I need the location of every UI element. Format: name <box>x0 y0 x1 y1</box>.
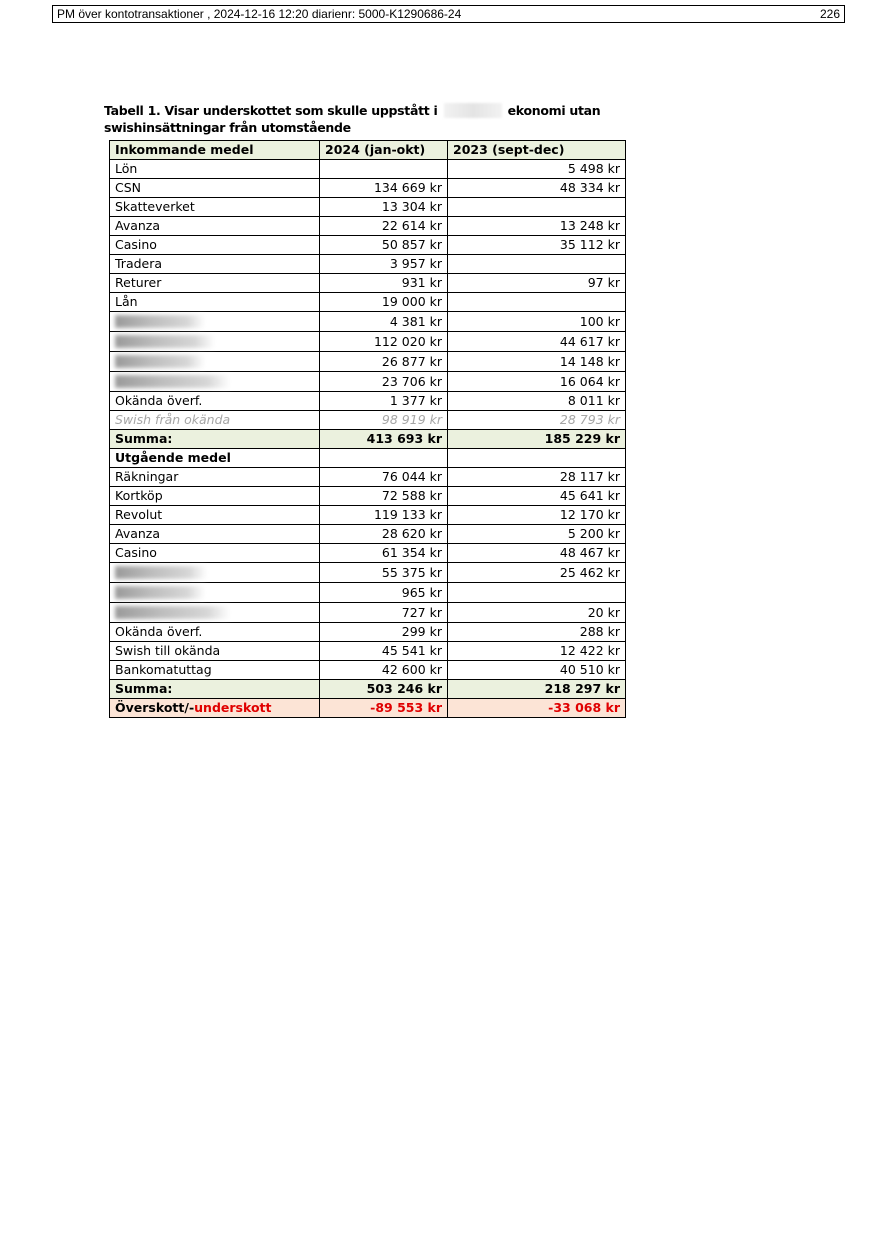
row-value: 19 000 kr <box>320 293 448 312</box>
column-header: 2023 (sept-dec) <box>448 141 626 160</box>
table-row <box>110 392 626 411</box>
result-label <box>110 699 320 718</box>
row-value: 16 064 kr <box>448 372 626 392</box>
row-label: Summa: <box>110 680 320 699</box>
header-title: PM över kontotransaktioner , 2024-12-16 12:20 diarienr: 5000-K1290686-24 <box>57 7 462 21</box>
table-row <box>110 563 626 583</box>
row-label: Avanza <box>110 217 320 236</box>
result-label-deficit: underskott <box>194 700 272 715</box>
section-title: Utgående medel <box>110 449 320 468</box>
row-value: 55 375 kr <box>320 563 448 583</box>
redacted-label <box>110 312 320 332</box>
result-value: -33 068 kr <box>448 699 626 718</box>
row-value <box>448 583 626 603</box>
row-label: CSN <box>110 179 320 198</box>
section-title-row <box>110 449 626 468</box>
row-value <box>320 160 448 179</box>
row-value: 727 kr <box>320 603 448 623</box>
redacted-label-blur <box>115 606 230 619</box>
table-row <box>110 506 626 525</box>
table-row <box>110 525 626 544</box>
table-row <box>110 274 626 293</box>
row-value: 5 498 kr <box>448 160 626 179</box>
row-label: Casino <box>110 236 320 255</box>
column-header: Inkommande medel <box>110 141 320 160</box>
row-value: 97 kr <box>448 274 626 293</box>
row-value: 40 510 kr <box>448 661 626 680</box>
row-value: 61 354 kr <box>320 544 448 563</box>
row-value: 25 462 kr <box>448 563 626 583</box>
table-row <box>110 198 626 217</box>
row-value: 20 kr <box>448 603 626 623</box>
row-value: 100 kr <box>448 312 626 332</box>
empty-cell <box>320 449 448 468</box>
row-label: Swish från okända <box>110 411 320 430</box>
row-value: 299 kr <box>320 623 448 642</box>
redacted-label-blur <box>115 315 205 328</box>
table-header-row <box>110 141 626 160</box>
row-value: 26 877 kr <box>320 352 448 372</box>
row-value: 13 248 kr <box>448 217 626 236</box>
row-value: 13 304 kr <box>320 198 448 217</box>
result-label-surplus: Överskott/- <box>115 700 195 715</box>
row-value: 8 011 kr <box>448 392 626 411</box>
page-number: 226 <box>819 7 840 21</box>
row-label: Okända överf. <box>110 623 320 642</box>
row-value: 1 377 kr <box>320 392 448 411</box>
row-value: 4 381 kr <box>320 312 448 332</box>
row-value: 14 148 kr <box>448 352 626 372</box>
redacted-label-blur <box>115 586 205 599</box>
row-label: Returer <box>110 274 320 293</box>
row-label: Lön <box>110 160 320 179</box>
row-value <box>448 255 626 274</box>
table-row <box>110 255 626 274</box>
row-value: 23 706 kr <box>320 372 448 392</box>
row-label: Räkningar <box>110 468 320 487</box>
redacted-label <box>110 372 320 392</box>
table-row <box>110 293 626 312</box>
caption-text-before: Tabell 1. Visar underskottet som skulle uppstått i <box>104 103 438 118</box>
row-label: Avanza <box>110 525 320 544</box>
row-value: 50 857 kr <box>320 236 448 255</box>
row-label: Summa: <box>110 430 320 449</box>
redacted-label <box>110 603 320 623</box>
table-row <box>110 661 626 680</box>
row-value: 44 617 kr <box>448 332 626 352</box>
table-row <box>110 179 626 198</box>
row-label: Bankomatuttag <box>110 661 320 680</box>
table-row <box>110 372 626 392</box>
page-header <box>52 5 845 23</box>
redacted-label <box>110 563 320 583</box>
row-value: 288 kr <box>448 623 626 642</box>
row-label: Skatteverket <box>110 198 320 217</box>
redacted-label <box>110 583 320 603</box>
row-value: 413 693 kr <box>320 430 448 449</box>
table-row <box>110 623 626 642</box>
row-value: 76 044 kr <box>320 468 448 487</box>
row-value: 98 919 kr <box>320 411 448 430</box>
table-row <box>110 312 626 332</box>
row-value: 134 669 kr <box>320 179 448 198</box>
row-label: Kortköp <box>110 487 320 506</box>
table-row <box>110 603 626 623</box>
row-value <box>448 198 626 217</box>
row-value: 5 200 kr <box>448 525 626 544</box>
empty-cell <box>448 449 626 468</box>
row-label: Lån <box>110 293 320 312</box>
finance-table <box>109 140 626 718</box>
table-row <box>110 160 626 179</box>
table-row <box>110 642 626 661</box>
result-row <box>110 699 626 718</box>
row-value: 12 422 kr <box>448 642 626 661</box>
row-value: 931 kr <box>320 274 448 293</box>
table-row <box>110 217 626 236</box>
table-caption <box>104 102 724 136</box>
sum-row <box>110 430 626 449</box>
table-row <box>110 583 626 603</box>
row-label: Tradera <box>110 255 320 274</box>
redacted-label <box>110 352 320 372</box>
sum-row <box>110 680 626 699</box>
table-row <box>110 352 626 372</box>
table-row <box>110 487 626 506</box>
row-value: 22 614 kr <box>320 217 448 236</box>
grey-row <box>110 411 626 430</box>
table-row <box>110 236 626 255</box>
row-value: 965 kr <box>320 583 448 603</box>
result-value: -89 553 kr <box>320 699 448 718</box>
row-value: 35 112 kr <box>448 236 626 255</box>
row-label: Swish till okända <box>110 642 320 661</box>
row-value: 72 588 kr <box>320 487 448 506</box>
row-value: 28 793 kr <box>448 411 626 430</box>
redacted-label-blur <box>115 355 205 368</box>
caption-text-after: ekonomi utan swishinsättningar från utomstående <box>104 103 601 135</box>
redacted-label-blur <box>115 566 207 579</box>
row-value: 503 246 kr <box>320 680 448 699</box>
row-value: 45 641 kr <box>448 487 626 506</box>
row-value: 3 957 kr <box>320 255 448 274</box>
table-row <box>110 544 626 563</box>
row-value: 28 620 kr <box>320 525 448 544</box>
row-value: 112 020 kr <box>320 332 448 352</box>
row-value: 218 297 kr <box>448 680 626 699</box>
redacted-name <box>444 103 502 118</box>
row-label: Revolut <box>110 506 320 525</box>
redacted-label <box>110 332 320 352</box>
row-value: 45 541 kr <box>320 642 448 661</box>
row-value: 42 600 kr <box>320 661 448 680</box>
row-value: 48 334 kr <box>448 179 626 198</box>
row-value: 185 229 kr <box>448 430 626 449</box>
column-header: 2024 (jan-okt) <box>320 141 448 160</box>
table-row <box>110 468 626 487</box>
redacted-label-blur <box>115 375 230 388</box>
row-value: 28 117 kr <box>448 468 626 487</box>
redacted-label-blur <box>115 335 215 348</box>
row-label: Okända överf. <box>110 392 320 411</box>
row-label: Casino <box>110 544 320 563</box>
row-value: 119 133 kr <box>320 506 448 525</box>
row-value: 12 170 kr <box>448 506 626 525</box>
row-value <box>448 293 626 312</box>
table-row <box>110 332 626 352</box>
row-value: 48 467 kr <box>448 544 626 563</box>
